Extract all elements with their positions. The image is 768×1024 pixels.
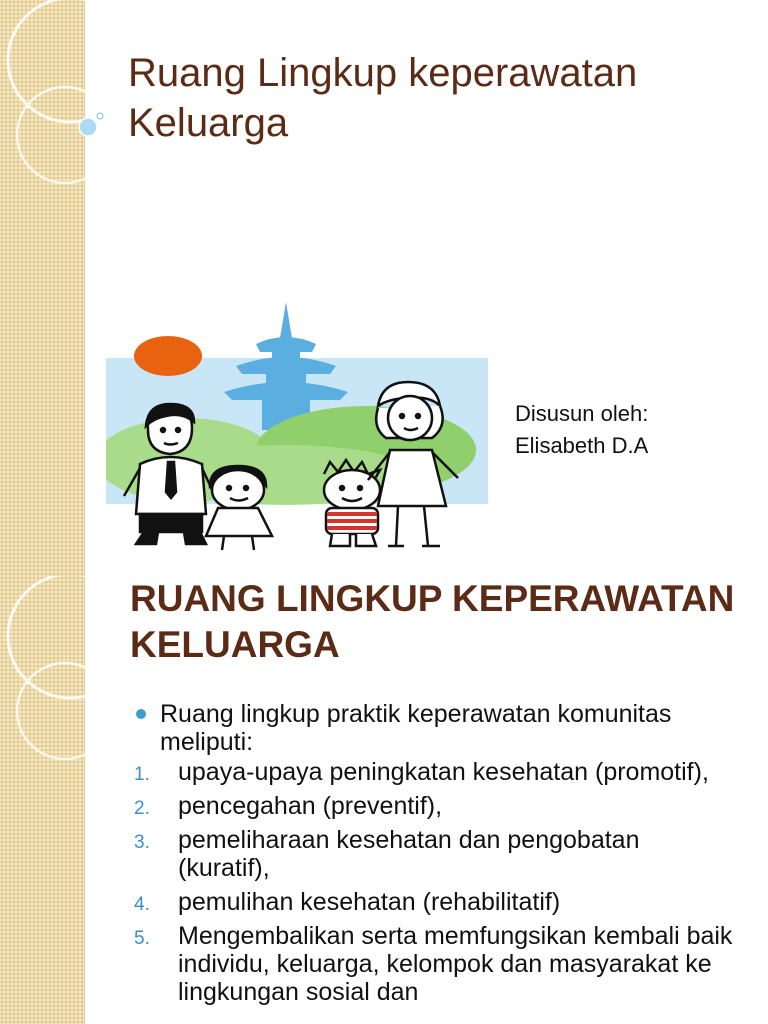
list-item <box>134 700 734 756</box>
list-text: pemeliharaan kesehatan dan pengobatan (kuratif), <box>178 826 640 882</box>
list-text: pencegahan (preventif), <box>178 792 443 820</box>
slide-heading: RUANG LINGKUP KEPERAWATAN KELUARGA <box>130 578 735 665</box>
bullet-dot-icon <box>136 709 146 719</box>
sun-icon <box>134 336 202 376</box>
author-name: Elisabeth D.A <box>515 433 649 458</box>
list-item <box>134 922 734 1006</box>
slide-body <box>134 700 734 1012</box>
decorative-sidebar <box>0 0 85 576</box>
list-text: upaya-upaya peningkatan kesehatan (promotif), <box>178 758 709 786</box>
bullet-text: Ruang lingkup praktik keperawatan komunitas meliputi: <box>160 700 672 756</box>
content-slide <box>0 576 768 1024</box>
list-item <box>134 792 734 820</box>
author-block <box>515 398 648 462</box>
decorative-sidebar <box>0 576 85 1024</box>
slide-title: Ruang Lingkup keperawatan Keluarga <box>128 51 638 145</box>
list-number: 4. <box>134 894 150 915</box>
list-text: pemulihan kesehatan (rehabilitatif) <box>178 888 561 916</box>
list-item <box>134 758 734 786</box>
numbered-list <box>134 758 734 1006</box>
list-number: 1. <box>134 764 150 785</box>
list-item <box>134 826 734 882</box>
list-number: 5. <box>134 928 150 949</box>
list-item <box>134 888 734 916</box>
list-number: 3. <box>134 832 150 853</box>
list-text: Mengembalikan serta memfungsikan kembali baik individu, keluarga, kelompok dan masyarakat ke lingkungan sosial dan <box>178 922 733 1006</box>
girl-figure <box>206 466 272 550</box>
family-clipart <box>106 300 488 556</box>
list-number: 2. <box>134 798 150 819</box>
author-label: Disusun oleh: <box>515 401 649 426</box>
